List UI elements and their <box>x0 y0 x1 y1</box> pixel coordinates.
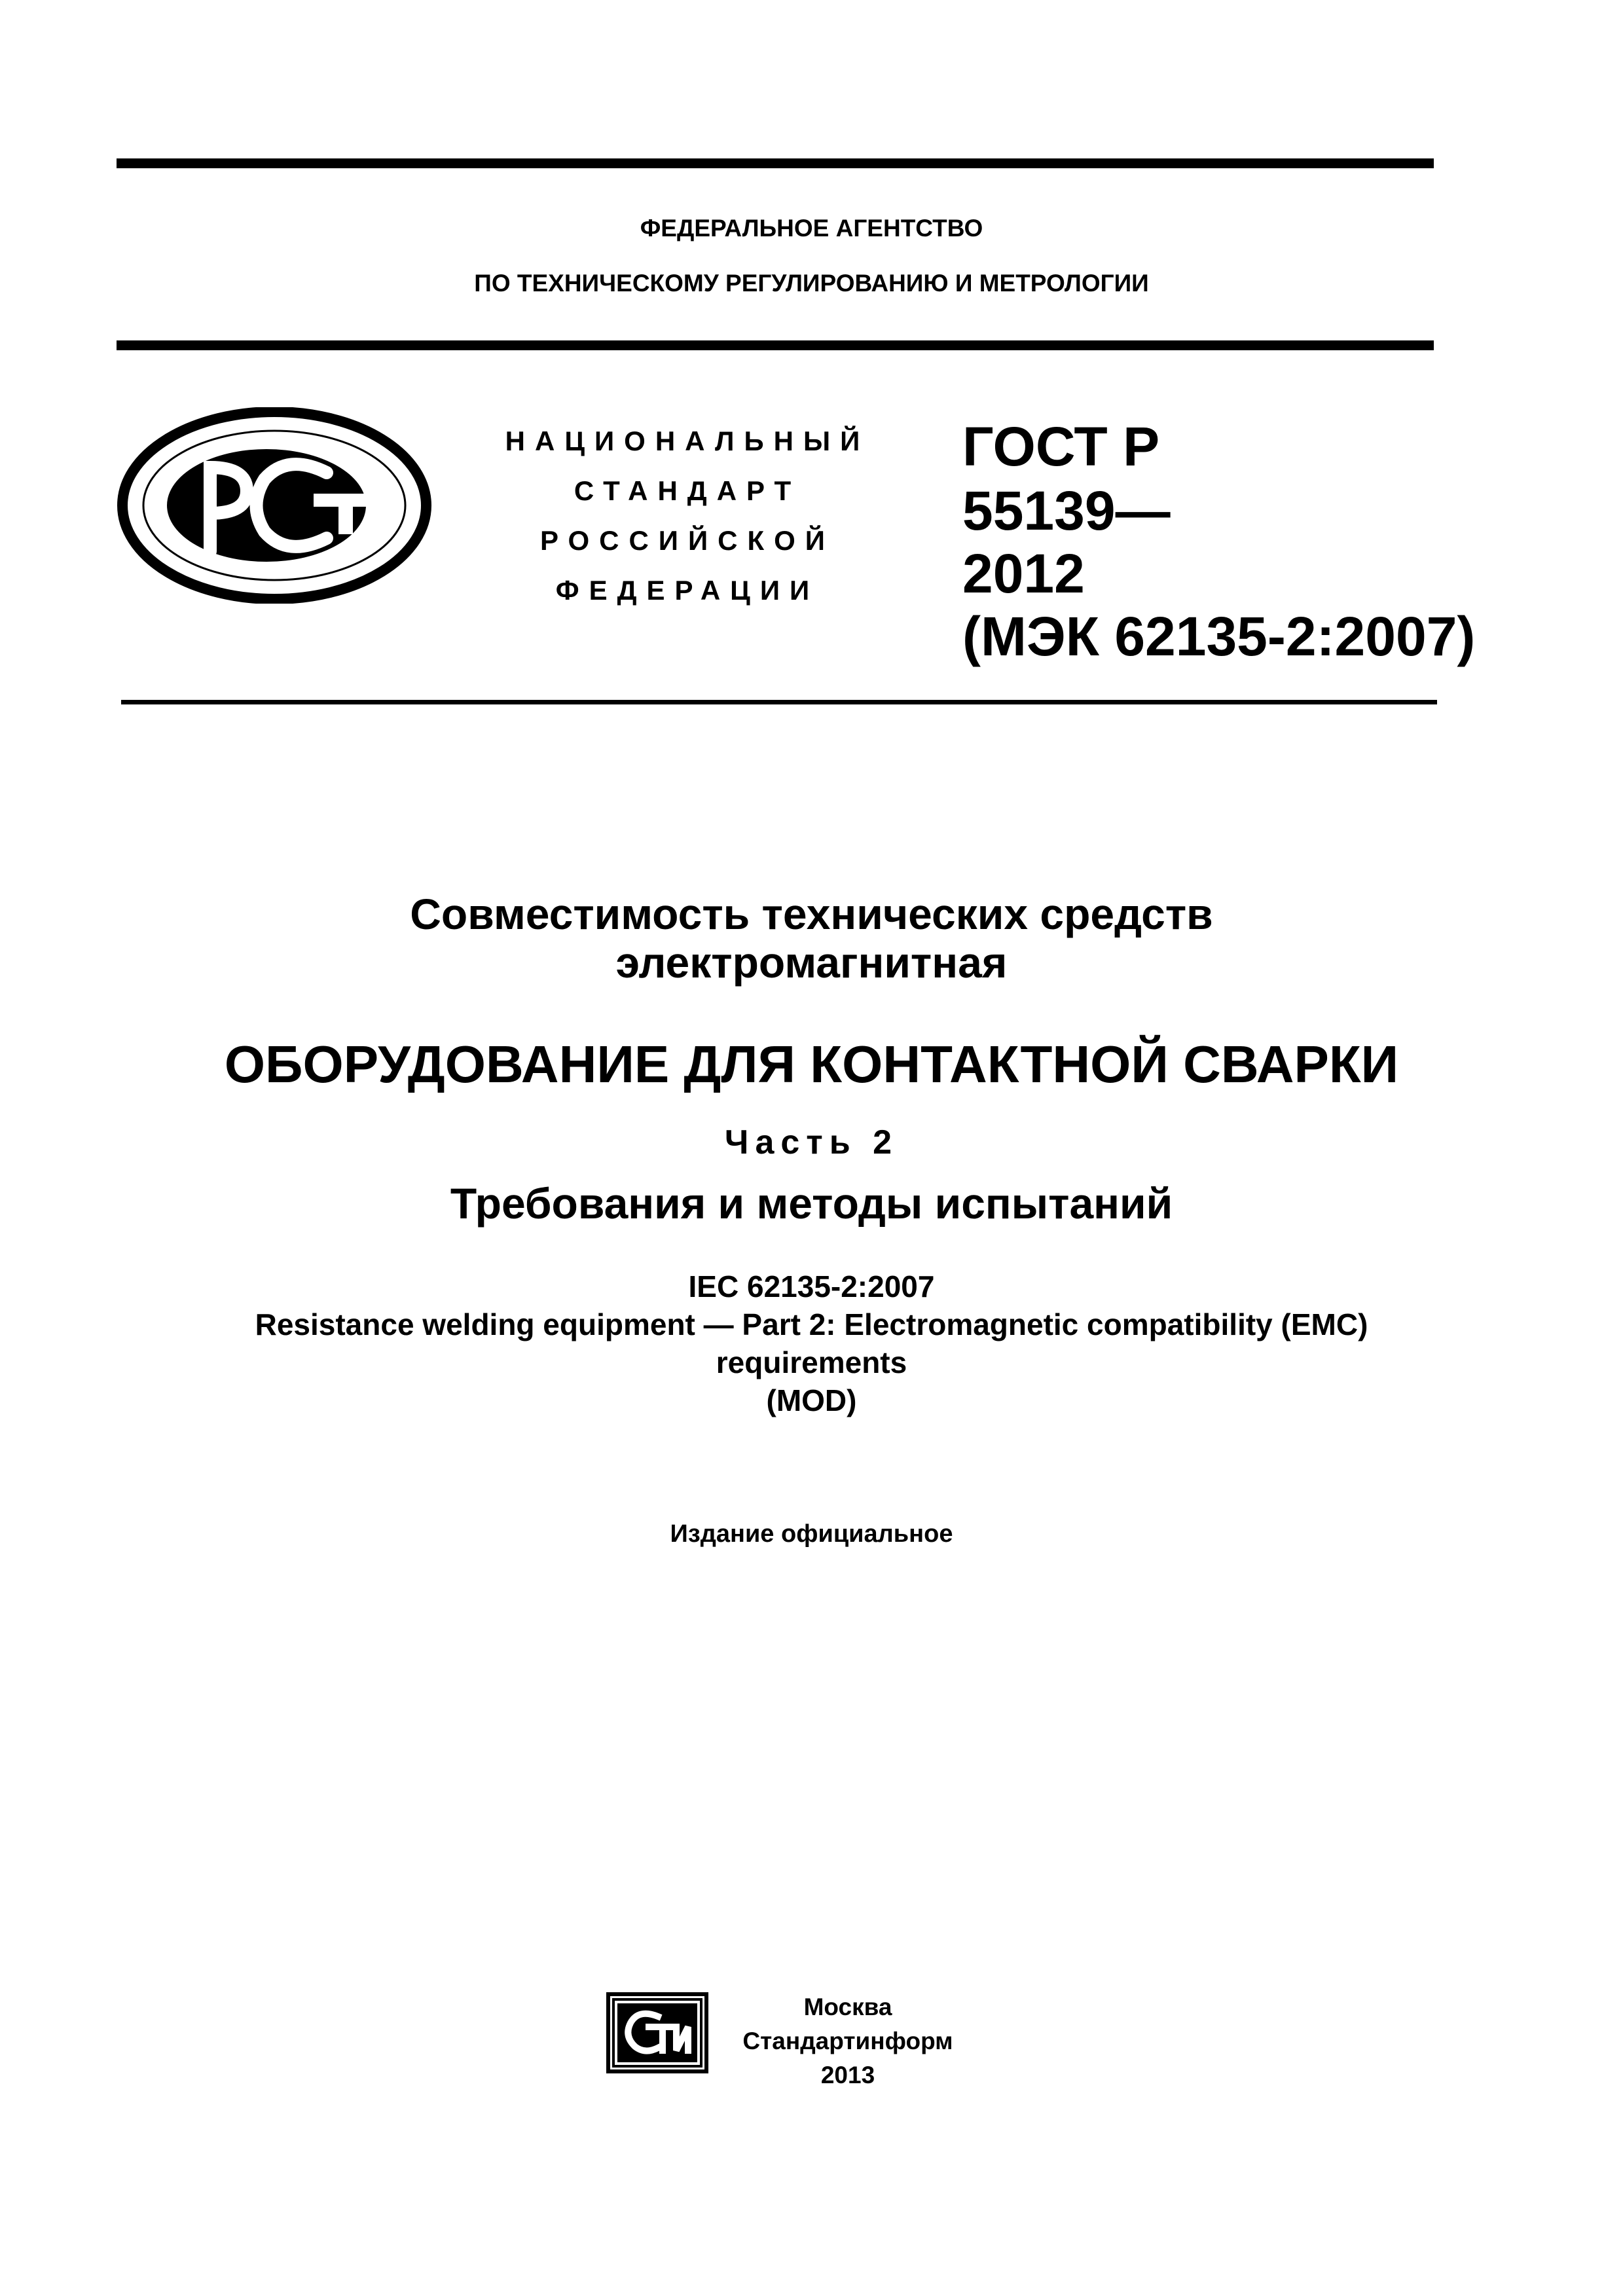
title-line-1: Совместимость технических средств <box>410 890 1213 938</box>
standartinform-mark-icon <box>606 1990 710 2075</box>
rst-gost-mark-icon <box>117 407 432 604</box>
national-standard-line-4: ФЕДЕРАЦИИ <box>555 575 820 606</box>
publisher-year: 2013 <box>820 2062 875 2088</box>
gost-designation-line-4: (МЭК 62135-2:2007) <box>962 606 1476 667</box>
header-bottom-rule <box>117 340 1434 350</box>
iec-title-line-2: requirements <box>716 1345 907 1379</box>
publisher-name: Стандартинформ <box>742 2028 953 2054</box>
iec-title-line-1: Resistance welding equipment — Part 2: Electromagnetic compatibility (EMC) <box>255 1307 1368 1341</box>
gost-designation-line-1: ГОСТ Р <box>962 416 1160 477</box>
publisher-city: Москва <box>803 1994 892 2020</box>
subtitle: Требования и методы испытаний <box>450 1179 1173 1228</box>
standard-block-bottom-rule <box>121 700 1437 704</box>
top-rule <box>117 158 1434 168</box>
part-label: Часть 2 <box>724 1123 899 1161</box>
national-standard-line-3: РОССИЙСКОЙ <box>540 525 835 556</box>
gost-designation-line-3: 2012 <box>962 543 1085 604</box>
iec-code: IEC 62135-2:2007 <box>688 1269 935 1303</box>
iec-modification: (MOD) <box>766 1383 857 1417</box>
agency-name-line-1: ФЕДЕРАЛЬНОЕ АГЕНТСТВО <box>640 215 983 242</box>
agency-name-line-2: ПО ТЕХНИЧЕСКОМУ РЕГУЛИРОВАНИЮ И МЕТРОЛОГИИ <box>474 270 1149 297</box>
national-standard-line-1: НАЦИОНАЛЬНЫЙ <box>505 426 870 456</box>
main-title: ОБОРУДОВАНИЕ ДЛЯ КОНТАКТНОЙ СВАРКИ <box>224 1035 1399 1093</box>
national-standard-line-2: СТАНДАРТ <box>574 475 801 506</box>
title-line-2: электромагнитная <box>615 938 1008 987</box>
edition-label: Издание официальное <box>670 1520 953 1548</box>
gost-designation-line-2: 55139— <box>962 480 1171 541</box>
